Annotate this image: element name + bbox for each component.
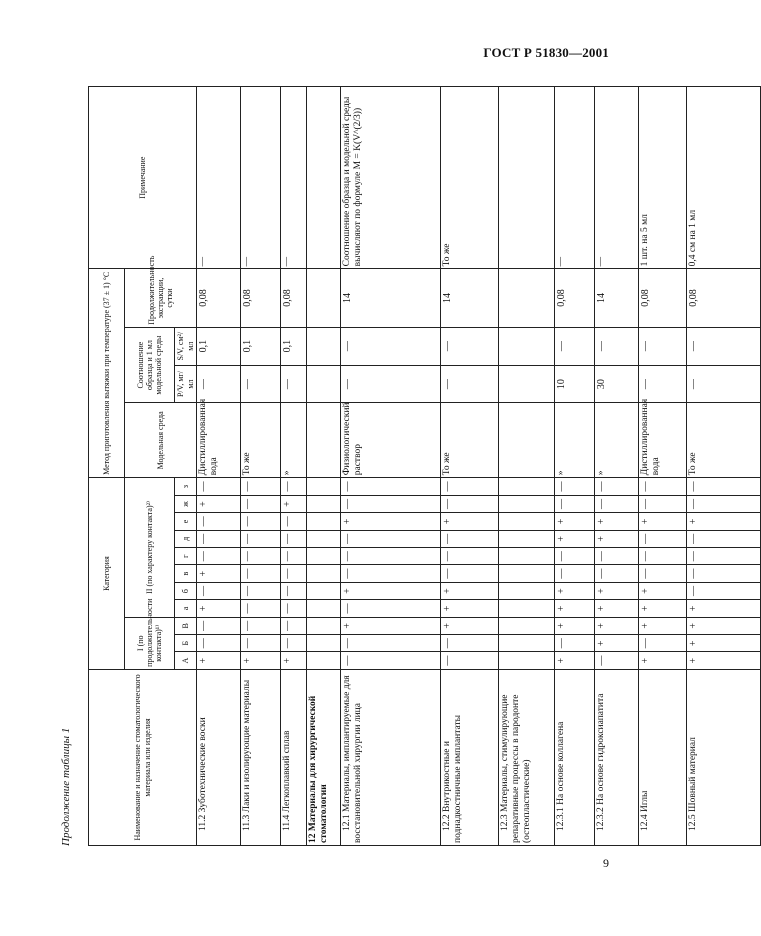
material-name-cell: 12.2 Внутрикостные и поднадкостничные имплантаты <box>441 669 499 845</box>
category-mark-cell <box>499 548 555 565</box>
category-mark-cell <box>499 495 555 512</box>
pv-cell: — <box>197 365 241 403</box>
category-mark-cell <box>307 635 341 652</box>
note-cell: — <box>555 87 595 269</box>
sv-cell <box>499 327 555 365</box>
category-mark-cell: — <box>639 478 687 496</box>
category-mark-cell: — <box>281 635 307 652</box>
category-mark-cell <box>307 513 341 530</box>
table-row <box>639 87 687 846</box>
category-mark-cell: + <box>197 565 241 582</box>
category-mark-cell: — <box>555 548 595 565</box>
header-sub-II: ж <box>175 495 197 512</box>
sv-cell: — <box>555 327 595 365</box>
table-continuation-caption: Продолжение таблицы 1 <box>60 727 72 846</box>
header-ratio: Соотношение образца и 1 мл модельной среды <box>125 327 175 403</box>
category-mark-cell: — <box>595 565 639 582</box>
category-mark-cell: — <box>639 565 687 582</box>
material-name-cell: 11.4 Легкоплавкий сплав <box>281 669 307 845</box>
header-duration: Продолжительность экстракции, сутки <box>125 269 197 327</box>
category-mark-cell: — <box>441 478 499 496</box>
sv-cell: 0,1 <box>197 327 241 365</box>
medium-cell: То же <box>441 403 499 478</box>
category-mark-cell: — <box>687 530 761 547</box>
category-mark-cell: + <box>341 513 441 530</box>
category-mark-cell: — <box>241 565 281 582</box>
category-mark-cell: — <box>197 478 241 496</box>
header-category: Категория <box>89 478 125 670</box>
note-cell: — <box>197 87 241 269</box>
category-mark-cell: + <box>639 652 687 669</box>
category-mark-cell: — <box>687 582 761 599</box>
category-mark-cell: + <box>687 513 761 530</box>
category-mark-cell <box>499 478 555 496</box>
category-mark-cell <box>307 652 341 669</box>
category-mark-cell <box>499 565 555 582</box>
category-mark-cell: — <box>241 600 281 617</box>
category-mark-cell: + <box>555 652 595 669</box>
category-mark-cell: + <box>639 513 687 530</box>
pv-cell: 30 <box>595 365 639 403</box>
duration-cell: 0,08 <box>281 269 307 327</box>
pv-cell: — <box>341 365 441 403</box>
medium-cell: » <box>555 403 595 478</box>
category-mark-cell: + <box>595 582 639 599</box>
category-mark-cell: — <box>241 530 281 547</box>
material-name-cell: 11.2 Зуботехнические воски <box>197 669 241 845</box>
category-mark-cell: — <box>341 530 441 547</box>
header-pv: P/V, мг/мл <box>175 365 197 403</box>
header-sv: S/V, см²/мл <box>175 327 197 365</box>
header-sub-II: в <box>175 565 197 582</box>
category-mark-cell: — <box>441 565 499 582</box>
header-name: Наименование и назначение стоматологического материала или изделия <box>89 669 197 845</box>
material-name-cell: 12.1 Материалы, имплантируемые для восстановительной хирургии лица <box>341 669 441 845</box>
category-mark-cell: — <box>595 652 639 669</box>
table-row <box>281 87 307 846</box>
category-mark-cell <box>307 548 341 565</box>
medium-cell <box>307 403 341 478</box>
header-sub-II: з <box>175 478 197 496</box>
category-mark-cell: — <box>341 635 441 652</box>
sv-cell: — <box>341 327 441 365</box>
duration-cell: 0,08 <box>197 269 241 327</box>
category-mark-cell: — <box>241 513 281 530</box>
pv-cell: — <box>241 365 281 403</box>
sv-cell: 0,1 <box>281 327 307 365</box>
category-mark-cell: — <box>241 617 281 634</box>
category-mark-cell: — <box>197 582 241 599</box>
category-mark-cell: — <box>441 530 499 547</box>
document-code: ГОСТ Р 51830—2001 <box>483 45 609 60</box>
category-mark-cell: — <box>441 548 499 565</box>
category-mark-cell <box>499 600 555 617</box>
category-mark-cell: — <box>281 513 307 530</box>
category-mark-cell: + <box>555 513 595 530</box>
category-mark-cell: — <box>441 635 499 652</box>
note-cell <box>499 87 555 269</box>
rotated-table-container <box>60 86 699 846</box>
header-sub-I: А <box>175 652 197 669</box>
header-medium: Модельная среда <box>125 403 197 478</box>
medium-cell: Физиологический раствор <box>341 403 441 478</box>
category-mark-cell: — <box>341 478 441 496</box>
category-mark-cell: + <box>441 513 499 530</box>
pv-cell <box>307 365 341 403</box>
category-mark-cell: + <box>555 617 595 634</box>
category-mark-cell <box>499 513 555 530</box>
category-mark-cell: + <box>281 495 307 512</box>
category-mark-cell: + <box>555 582 595 599</box>
category-mark-cell: + <box>639 617 687 634</box>
pv-cell: 10 <box>555 365 595 403</box>
category-mark-cell: — <box>639 635 687 652</box>
duration-cell: 0,08 <box>555 269 595 327</box>
category-mark-cell: — <box>281 600 307 617</box>
category-mark-cell <box>499 617 555 634</box>
category-mark-cell: — <box>341 600 441 617</box>
header-sub-II: е <box>175 513 197 530</box>
material-name-cell: 12.4 Иглы <box>639 669 687 845</box>
medium-cell: То же <box>687 403 761 478</box>
category-mark-cell: — <box>687 478 761 496</box>
category-mark-cell: + <box>555 600 595 617</box>
medium-cell: Дистиллированная вода <box>197 403 241 478</box>
header-sub-II: г <box>175 548 197 565</box>
material-name-cell: 12 Материалы для хирургической стоматологии <box>307 669 341 845</box>
category-mark-cell: — <box>687 495 761 512</box>
category-mark-cell: — <box>281 565 307 582</box>
category-mark-cell: + <box>441 582 499 599</box>
category-mark-cell <box>499 582 555 599</box>
category-mark-cell: + <box>687 652 761 669</box>
category-mark-cell: — <box>441 495 499 512</box>
category-mark-cell: — <box>341 495 441 512</box>
category-mark-cell: + <box>281 652 307 669</box>
header-category-I: I (по продолжительности контакта)¹⁾ <box>125 617 175 669</box>
category-mark-cell: + <box>441 600 499 617</box>
category-mark-cell: + <box>197 495 241 512</box>
category-mark-cell <box>499 652 555 669</box>
category-mark-cell: — <box>341 548 441 565</box>
header-note: Примечание <box>89 87 197 269</box>
duration-cell: 14 <box>341 269 441 327</box>
note-cell: 1 шт. на 5 мл <box>639 87 687 269</box>
category-mark-cell: — <box>555 565 595 582</box>
category-mark-cell: + <box>241 652 281 669</box>
category-mark-cell: + <box>595 513 639 530</box>
material-name-cell: 12.3.2 На основе гидроксиапатита <box>595 669 639 845</box>
pv-cell: — <box>687 365 761 403</box>
category-mark-cell: — <box>281 548 307 565</box>
medium-cell <box>499 403 555 478</box>
duration-cell: 14 <box>441 269 499 327</box>
header-sub-II: а <box>175 600 197 617</box>
category-mark-cell: — <box>687 565 761 582</box>
header-sub-II: д <box>175 530 197 547</box>
pv-cell: — <box>639 365 687 403</box>
category-mark-cell: — <box>281 530 307 547</box>
category-mark-cell: — <box>281 582 307 599</box>
category-mark-cell: + <box>595 600 639 617</box>
category-mark-cell <box>307 565 341 582</box>
header-category-II: II (по характеру контакта)²⁾ <box>125 478 175 617</box>
material-name-cell: 12.3.1 На основе коллагена <box>555 669 595 845</box>
category-mark-cell: + <box>595 530 639 547</box>
sv-cell: — <box>595 327 639 365</box>
header-sub-I: Б <box>175 635 197 652</box>
category-mark-cell: — <box>241 548 281 565</box>
category-mark-cell: + <box>595 635 639 652</box>
category-mark-cell: — <box>595 478 639 496</box>
category-mark-cell: — <box>197 635 241 652</box>
table-row <box>499 87 555 846</box>
table-row <box>197 87 241 846</box>
sv-cell <box>307 327 341 365</box>
category-mark-cell: — <box>639 548 687 565</box>
category-mark-cell: — <box>341 565 441 582</box>
duration-cell: 0,08 <box>687 269 761 327</box>
material-name-cell: 12.5 Шовный материал <box>687 669 761 845</box>
category-mark-cell: + <box>687 635 761 652</box>
category-mark-cell: — <box>555 478 595 496</box>
note-cell <box>307 87 341 269</box>
duration-cell: 14 <box>595 269 639 327</box>
medium-cell: » <box>281 403 307 478</box>
sv-cell: — <box>441 327 499 365</box>
category-mark-cell: — <box>639 495 687 512</box>
pv-cell: — <box>441 365 499 403</box>
medium-cell: То же <box>241 403 281 478</box>
category-mark-cell: — <box>241 582 281 599</box>
page-number: 9 <box>603 856 609 870</box>
category-mark-cell: — <box>197 530 241 547</box>
category-mark-cell: + <box>687 617 761 634</box>
category-mark-cell: + <box>555 530 595 547</box>
header-sub-I: В <box>175 617 197 634</box>
category-mark-cell: + <box>197 600 241 617</box>
duration-cell: 0,08 <box>639 269 687 327</box>
duration-cell: 0,08 <box>241 269 281 327</box>
category-mark-cell <box>499 635 555 652</box>
category-mark-cell: — <box>687 548 761 565</box>
category-mark-cell: — <box>441 652 499 669</box>
table-row <box>307 87 341 846</box>
category-mark-cell: — <box>281 478 307 496</box>
pv-cell: — <box>281 365 307 403</box>
note-cell: — <box>241 87 281 269</box>
category-mark-cell: — <box>241 635 281 652</box>
category-mark-cell: + <box>639 600 687 617</box>
sv-cell: — <box>639 327 687 365</box>
medium-cell: Дистиллированная вода <box>639 403 687 478</box>
duration-cell <box>307 269 341 327</box>
note-cell: То же <box>441 87 499 269</box>
category-mark-cell: + <box>341 617 441 634</box>
category-mark-cell: — <box>595 495 639 512</box>
header-method: Метод приготовления вытяжки при температуре (37 ± 1) °С <box>89 269 125 478</box>
category-mark-cell <box>307 582 341 599</box>
category-mark-cell: + <box>197 652 241 669</box>
sv-cell: 0,1 <box>241 327 281 365</box>
table-row <box>595 87 639 846</box>
category-mark-cell: — <box>197 617 241 634</box>
category-mark-cell: — <box>639 530 687 547</box>
category-mark-cell: — <box>197 548 241 565</box>
duration-cell <box>499 269 555 327</box>
medium-cell: » <box>595 403 639 478</box>
category-mark-cell: — <box>241 478 281 496</box>
category-mark-cell: + <box>639 582 687 599</box>
category-mark-cell: — <box>197 513 241 530</box>
table-row <box>687 87 761 846</box>
category-mark-cell: + <box>595 617 639 634</box>
category-mark-cell <box>307 600 341 617</box>
category-mark-cell: + <box>441 617 499 634</box>
note-cell: 0,4 см на 1 мл <box>687 87 761 269</box>
note-cell: — <box>595 87 639 269</box>
category-mark-cell: — <box>281 617 307 634</box>
note-cell: — <box>281 87 307 269</box>
category-mark-cell: — <box>555 495 595 512</box>
category-mark-cell: — <box>341 652 441 669</box>
category-mark-cell <box>307 478 341 496</box>
materials-table <box>88 86 761 846</box>
material-name-cell: 11.3 Лаки и изолирующие материалы <box>241 669 281 845</box>
category-mark-cell <box>307 495 341 512</box>
category-mark-cell: + <box>687 600 761 617</box>
note-cell: Соотношение образца и модельной среды вычисляют по формуле M = K(V^(2/3)) <box>341 87 441 269</box>
category-mark-cell <box>307 617 341 634</box>
category-mark-cell: — <box>241 495 281 512</box>
material-name-cell: 12.3 Материалы, стимулирующие репаративные процессы в пародонте (остеопластические) <box>499 669 555 845</box>
table-row <box>555 87 595 846</box>
category-mark-cell: + <box>341 582 441 599</box>
table-row <box>441 87 499 846</box>
category-mark-cell <box>499 530 555 547</box>
category-mark-cell <box>307 530 341 547</box>
pv-cell <box>499 365 555 403</box>
category-mark-cell: — <box>595 548 639 565</box>
category-mark-cell: — <box>555 635 595 652</box>
table-row <box>241 87 281 846</box>
table-row <box>341 87 441 846</box>
sv-cell: — <box>687 327 761 365</box>
table-body <box>197 87 761 846</box>
header-sub-II: б <box>175 582 197 599</box>
